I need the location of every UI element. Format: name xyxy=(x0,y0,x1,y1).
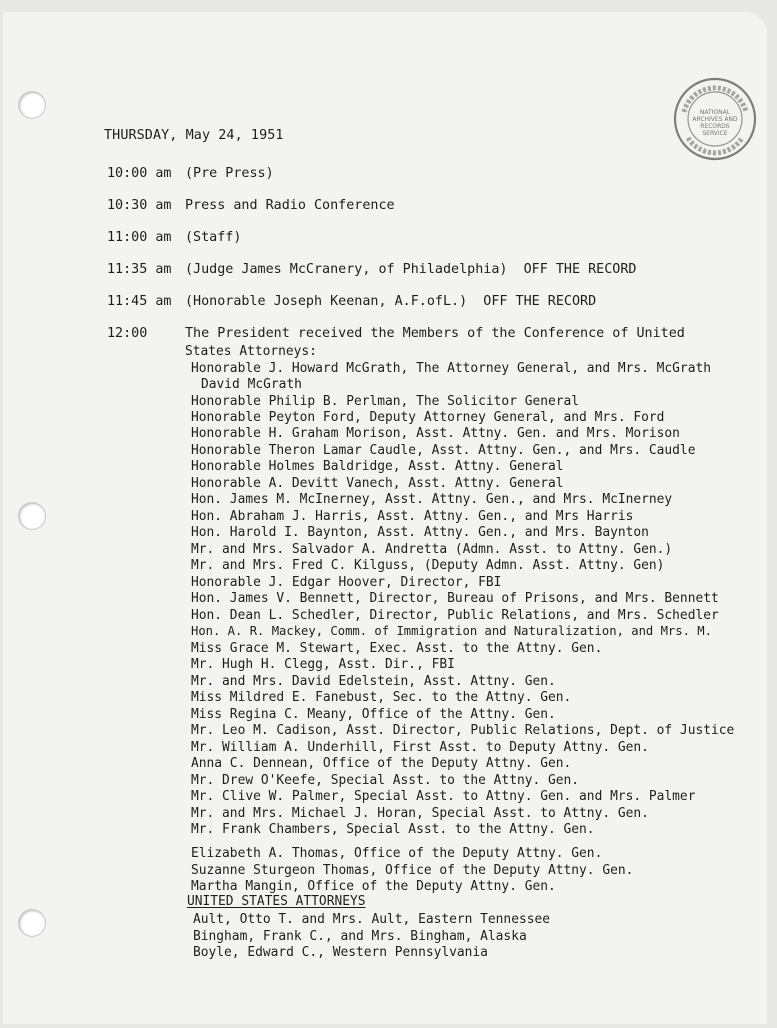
punch-hole-top xyxy=(19,92,45,118)
list-item: Mr. Frank Chambers, Special Asst. to the Attny. Gen. xyxy=(191,822,595,837)
list-item: Honorable H. Graham Morison, Asst. Attny. Gen. and Mrs. Morison xyxy=(191,426,680,441)
list-item: Elizabeth A. Thomas, Office of the Deputy Attny. Gen. xyxy=(191,846,603,861)
list-item: Hon. Abraham J. Harris, Asst. Attny. Gen., and Mrs Harris xyxy=(191,509,634,524)
list-item: Honorable J. Edgar Hoover, Director, FBI xyxy=(191,575,502,590)
punch-hole-middle xyxy=(19,503,45,529)
schedule-entry: (Pre Press) xyxy=(185,166,274,181)
list-item: Honorable J. Howard McGrath, The Attorney General, and Mrs. McGrath xyxy=(191,361,711,376)
list-item: Honorable Holmes Baldridge, Asst. Attny. General xyxy=(191,459,564,474)
list-item: Honorable Peyton Ford, Deputy Attorney General, and Mrs. Ford xyxy=(191,410,665,425)
time-label: 10:00 am xyxy=(107,166,172,181)
list-item: Hon. A. R. Mackey, Comm. of Immigration and Naturalization, and Mrs. M. xyxy=(191,624,712,638)
svg-text:ARCHIVES AND: ARCHIVES AND xyxy=(692,116,738,123)
time-label: 11:45 am xyxy=(107,294,172,309)
time-label: 10:30 am xyxy=(107,198,172,213)
punch-hole-bottom xyxy=(19,910,45,936)
list-item: Honorable A. Devitt Vanech, Asst. Attny. General xyxy=(191,476,564,491)
svg-text:RECORDS: RECORDS xyxy=(700,123,730,130)
schedule-entry: (Honorable Joseph Keenan, A.F.ofL.) OFF THE RECORD xyxy=(185,294,597,309)
list-item: Mr. and Mrs. Fred C. Kilguss, (Deputy Admn. Asst. Attny. Gen) xyxy=(191,558,665,573)
list-item: Mr. William A. Underhill, First Asst. to Deputy Attny. Gen. xyxy=(191,740,649,755)
list-item: Hon. Harold I. Baynton, Asst. Attny. Gen., and Mrs. Baynton xyxy=(191,525,649,540)
list-item: Boyle, Edward C., Western Pennsylvania xyxy=(193,945,488,960)
date-heading: THURSDAY, May 24, 1951 xyxy=(104,128,284,143)
list-item: Martha Mangin, Office of the Deputy Attny. Gen. xyxy=(191,879,556,894)
list-item: Miss Regina C. Meany, Office of the Attny. Gen. xyxy=(191,707,556,722)
archives-seal-stamp-icon xyxy=(670,74,760,164)
time-label: 11:00 am xyxy=(107,230,172,245)
list-item: Suzanne Sturgeon Thomas, Office of the Deputy Attny. Gen. xyxy=(191,863,634,878)
schedule-entry: (Judge James McCranery, of Philadelphia) OFF THE RECORD xyxy=(185,262,637,277)
list-item: Hon. James V. Bennett, Director, Bureau of Prisons, and Mrs. Bennett xyxy=(191,591,719,606)
svg-text:SERVICE: SERVICE xyxy=(702,130,728,137)
list-item: Anna C. Dennean, Office of the Deputy Attny. Gen. xyxy=(191,756,572,771)
list-item: Honorable Philip B. Perlman, The Solicitor General xyxy=(191,394,580,409)
schedule-entry: The President received the Members of the Conference of United xyxy=(185,326,685,341)
schedule-entry: (Staff) xyxy=(185,230,242,245)
list-item: Mr. Drew O'Keefe, Special Asst. to the Attny. Gen. xyxy=(191,773,580,788)
list-item: Miss Mildred E. Fanebust, Sec. to the Attny. Gen. xyxy=(191,690,572,705)
schedule-entry: Press and Radio Conference xyxy=(185,198,395,213)
list-item: Mr. and Mrs. Salvador A. Andretta (Admn. Asst. to Attny. Gen.) xyxy=(191,542,673,557)
us-attorneys-heading: UNITED STATES ATTORNEYS xyxy=(187,894,366,909)
list-item: David McGrath xyxy=(201,377,302,392)
time-label: 12:00 xyxy=(107,326,148,341)
list-item: Mr. Hugh H. Clegg, Asst. Dir., FBI xyxy=(191,657,455,672)
list-item: Mr. and Mrs. David Edelstein, Asst. Attny. Gen. xyxy=(191,674,556,689)
list-item: Miss Grace M. Stewart, Exec. Asst. to the Attny. Gen. xyxy=(191,641,603,656)
svg-text:NATIONAL: NATIONAL xyxy=(699,109,731,116)
list-item: Mr. Leo M. Cadison, Asst. Director, Public Relations, Dept. of Justice xyxy=(191,723,735,738)
list-item: Mr. and Mrs. Michael J. Horan, Special Asst. to Attny. Gen. xyxy=(191,806,649,821)
list-item: Bingham, Frank C., and Mrs. Bingham, Alaska xyxy=(193,929,527,944)
list-item: Hon. James M. McInerney, Asst. Attny. Gen., and Mrs. McInerney xyxy=(191,492,673,507)
list-item: Ault, Otto T. and Mrs. Ault, Eastern Tennessee xyxy=(193,912,550,927)
list-item: Mr. Clive W. Palmer, Special Asst. to Attny. Gen. and Mrs. Palmer xyxy=(191,789,696,804)
list-item: Honorable Theron Lamar Caudle, Asst. Attny. Gen., and Mrs. Caudle xyxy=(191,443,696,458)
list-item: Hon. Dean L. Schedler, Director, Public Relations, and Mrs. Schedler xyxy=(191,608,719,623)
document-page xyxy=(3,12,767,1024)
time-label: 11:35 am xyxy=(107,262,172,277)
intro-continuation: States Attorneys: xyxy=(185,344,317,359)
